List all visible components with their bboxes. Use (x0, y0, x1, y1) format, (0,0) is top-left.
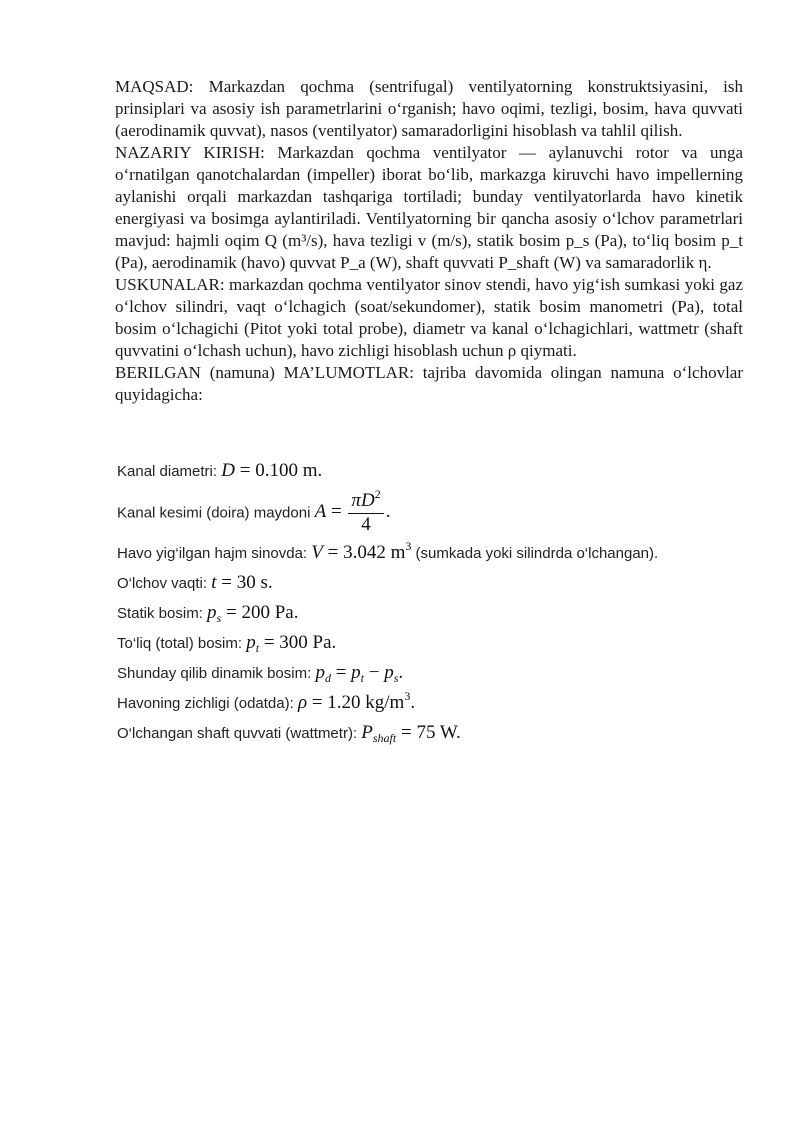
time-equals: = (216, 572, 237, 593)
shaft-power-label: O‘lchangan shaft quvvati (wattmetr): (117, 725, 358, 742)
intro-text (115, 76, 743, 406)
shaft-unit: W. (435, 722, 461, 743)
density-end: . (410, 692, 416, 713)
volume-value: 3.042 (343, 542, 386, 563)
density-label: Havoning zichligi (odatda): (117, 695, 294, 712)
data-row-time (117, 572, 273, 594)
uskunalar-paragraph: USKUNALAR: markazdan qochma ventilyator sinov stendi, havo yig‘ish sumkasi yoki gaz o‘lchov silindri, vaqt o‘lchagich (soat/sekundomer), statik bosim manometri (Pa), total bosim o‘lchagichi (Pitot yoki total probe), diametr va kanal o‘lchagichlari, wattmetr (shaft quvvatini o‘lchash uchun), havo zichligi hisoblash uchun ρ qiymati. (115, 275, 743, 360)
static-equals: = (221, 602, 242, 623)
minus-sign: − (364, 662, 385, 683)
time-value: 30 (236, 572, 256, 593)
data-row-area (117, 487, 391, 536)
dynamic-pressure-formula (315, 662, 403, 683)
volume-symbol: V (311, 542, 323, 563)
dynamic-term2: p (384, 662, 394, 683)
diameter-value: 0.100 (255, 460, 298, 481)
time-formula (211, 572, 272, 593)
static-symbol: p (207, 602, 217, 623)
time-unit: s. (255, 572, 273, 593)
area-num-exp: 2 (374, 487, 381, 501)
total-pressure-formula (246, 632, 336, 653)
volume-formula (311, 539, 412, 563)
area-num-var: D (360, 490, 375, 511)
shaft-equals: = (396, 722, 417, 743)
pi-symbol: π (351, 490, 361, 511)
nazariy-kirish-paragraph: NAZARIY KIRISH: Markazdan qochma ventilyator — aylanuvchi rotor va unga o‘rnatilgan qanotchalardan (impeller) iborat bo‘lib, markazga kiruvchi havo impellerning aylanishi orqali markazdan tashqariga tortiladi; bunday ventilyatorlarda havo kinetik energiyasi va bosimga aylantiriladi. Ventilyatorning bir qancha asosiy o‘lchov parametrlari mavjud: hajmli oqim Q (m³/s), hava tezligi v (m/s), statik bosim p_s (Pa), to‘liq bosim p_t (Pa), aerodinamik (havo) quvvat P_a (W), shaft quvvati P_shaft (W) va samaradorlik η. (115, 143, 743, 272)
volume-equals: = (322, 542, 344, 563)
density-formula (297, 689, 416, 713)
density-unit: kg/m (360, 692, 405, 713)
volume-note: (sumkada yoki silindrda o‘lchangan). (411, 545, 659, 562)
dynamic-symbol: p (315, 662, 325, 683)
time-label: O‘lchov vaqti: (117, 575, 208, 592)
berilgan-paragraph: BERILGAN (namuna) MA’LUMOTLAR: tajriba davomida olingan namuna o‘lchovlar quyidagicha: (115, 363, 743, 404)
dynamic-term1: p (351, 662, 361, 683)
total-symbol: p (246, 632, 256, 653)
static-subscript: s (216, 611, 222, 625)
data-row-dynamic-pressure (117, 662, 403, 684)
area-equals: = (326, 501, 347, 523)
volume-unit: m (385, 542, 406, 563)
data-row-diameter (117, 460, 322, 482)
maqsad-paragraph: MAQSAD: Markazdan qochma (sentrifugal) ventilyatorning konstruktsiyasini, ish prinsiplari va asosiy ish parametrlarini o‘rganish; havo oqimi, tezligi, bosim, hava quvvati (aerodinamik quvvat), nasos (ventilyator) samaradorligini hisoblash va tahlil qilish. (115, 77, 743, 140)
diameter-label: Kanal diametri: (117, 463, 218, 480)
static-pressure-label: Statik bosim: (117, 605, 203, 622)
diameter-formula (221, 460, 322, 481)
rho-symbol: ρ (297, 692, 308, 713)
diameter-symbol: D (221, 460, 235, 481)
area-numerator (348, 487, 383, 514)
dynamic-equals: = (330, 662, 352, 683)
shaft-symbol: P (361, 722, 373, 743)
area-label: Kanal kesimi (doira) maydoni (117, 504, 311, 522)
area-end: . (385, 501, 391, 523)
density-value: 1.20 (327, 692, 361, 713)
dynamic-term2-sub: s (393, 671, 399, 685)
area-symbol: A (314, 501, 327, 523)
volume-label: Havo yig‘ilgan hajm sinovda: (117, 545, 308, 562)
area-denominator: 4 (361, 514, 371, 535)
dynamic-end: . (398, 662, 404, 683)
area-fraction (348, 487, 383, 536)
diameter-unit: m. (297, 460, 323, 481)
shaft-value: 75 (416, 722, 436, 743)
total-value: 300 (279, 632, 308, 653)
time-symbol: t (211, 572, 217, 593)
data-row-shaft-power (117, 722, 461, 744)
density-equals: = (307, 692, 328, 713)
data-row-static-pressure (117, 602, 298, 624)
data-row-density (117, 689, 416, 714)
dynamic-pressure-label: Shunday qilib dinamik bosim: (117, 665, 312, 682)
static-value: 200 (241, 602, 270, 623)
area-formula (314, 487, 391, 535)
total-pressure-label: To‘liq (total) bosim: (117, 635, 243, 652)
static-unit: Pa. (269, 602, 299, 623)
shaft-power-formula (361, 722, 461, 743)
shaft-subscript: shaft (372, 731, 397, 745)
dynamic-term1-sub: t (360, 671, 365, 685)
data-row-volume (117, 539, 659, 564)
dynamic-subscript: d (324, 671, 331, 685)
diameter-equals: = (234, 460, 256, 481)
density-unit-exp: 3 (404, 689, 411, 703)
volume-unit-exp: 3 (405, 539, 412, 553)
static-pressure-formula (207, 602, 298, 623)
total-unit: Pa. (307, 632, 337, 653)
total-equals: = (259, 632, 280, 653)
data-row-total-pressure (117, 632, 336, 654)
total-subscript: t (255, 641, 260, 655)
